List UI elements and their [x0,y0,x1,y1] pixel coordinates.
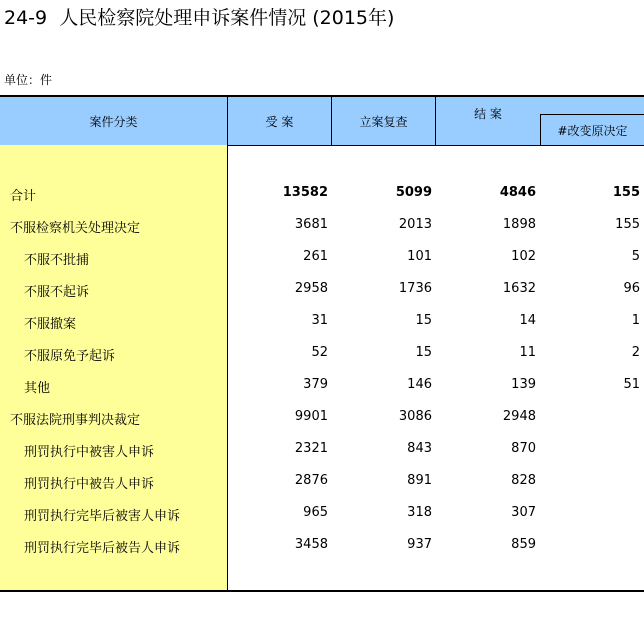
cell-filed-review: 318 [407,505,432,520]
table-row [0,337,644,369]
cell-closed: 11 [519,345,536,360]
table-row [0,369,644,401]
row-label: 刑罚执行中被害人申诉 [24,445,155,460]
cell-changed: 51 [623,377,640,392]
cell-accepted: 13582 [282,185,328,200]
header-changed-label: #改变原决定 [557,123,628,138]
cell-filed-review: 891 [407,473,432,488]
cell-changed: 2 [631,345,640,360]
header-accepted [228,97,332,145]
header-filed-review-label: 立案复查 [359,114,408,129]
row-label: 不服法院刑事判决裁定 [10,413,141,428]
table-row [0,241,644,273]
cell-closed: 870 [511,441,536,456]
table-row [0,305,644,337]
header-category-label: 案件分类 [89,114,138,129]
cell-accepted: 2321 [294,441,328,456]
cell-closed: 4846 [499,185,536,200]
table-row [0,209,644,241]
statistics-table [0,95,644,592]
row-label: 不服检察机关处理决定 [10,221,141,236]
cell-changed: 155 [612,185,640,200]
row-label: 不服撤案 [24,317,77,332]
table-row [0,433,644,465]
cell-changed: 96 [623,281,640,296]
row-label: 其他 [24,381,51,396]
cell-closed: 102 [511,249,536,264]
table-row [0,177,644,209]
cell-closed: 1632 [502,281,536,296]
cell-closed: 139 [511,377,536,392]
cell-accepted: 3681 [294,217,328,232]
cell-accepted: 52 [311,345,328,360]
cell-filed-review: 843 [407,441,432,456]
row-label: 不服原免予起诉 [24,349,116,364]
table-row [0,529,644,561]
cell-filed-review: 3086 [398,409,432,424]
unit-label: 单位：件 [4,73,53,87]
table-bottom-rule [0,590,644,592]
table-row [0,497,644,529]
cell-accepted: 31 [311,313,328,328]
cell-accepted: 9901 [294,409,328,424]
cell-closed: 307 [511,505,536,520]
header-closed-label: 结 案 [474,107,502,121]
cell-filed-review: 1736 [398,281,432,296]
header-changed [540,114,644,145]
cell-closed: 14 [519,313,536,328]
cell-filed-review: 5099 [395,185,432,200]
cell-accepted: 261 [303,249,328,264]
table-row [0,401,644,433]
row-label: 刑罚执行完毕后被告人申诉 [24,541,181,556]
cell-changed: 1 [631,313,640,328]
cell-accepted: 2958 [294,281,328,296]
row-label: 不服不起诉 [24,285,90,300]
cell-filed-review: 101 [407,249,432,264]
cell-filed-review: 937 [407,537,432,552]
header-accepted-label: 受 案 [265,114,294,129]
cell-accepted: 3458 [294,537,328,552]
row-label: 刑罚执行完毕后被害人申诉 [24,509,181,524]
cell-closed: 1898 [502,217,536,232]
cell-closed: 828 [511,473,536,488]
header-category [0,97,228,145]
cell-accepted: 379 [303,377,328,392]
cell-filed-review: 15 [415,313,432,328]
cell-filed-review: 146 [407,377,432,392]
row-label: 刑罚执行中被告人申诉 [24,477,155,492]
header-filed-review [332,97,436,145]
cell-filed-review: 2013 [398,217,432,232]
cell-changed: 155 [615,217,640,232]
table-row [0,465,644,497]
cell-closed: 859 [511,537,536,552]
cell-closed: 2948 [502,409,536,424]
cell-filed-review: 15 [415,345,432,360]
table-row [0,273,644,305]
cell-accepted: 2876 [294,473,328,488]
row-label: 合计 [10,189,37,204]
page-title: 24-9 人民检察院处理申诉案件情况 (2015年) [4,7,395,29]
cell-accepted: 965 [303,505,328,520]
row-label: 不服不批捕 [24,253,90,268]
cell-changed: 5 [631,249,640,264]
